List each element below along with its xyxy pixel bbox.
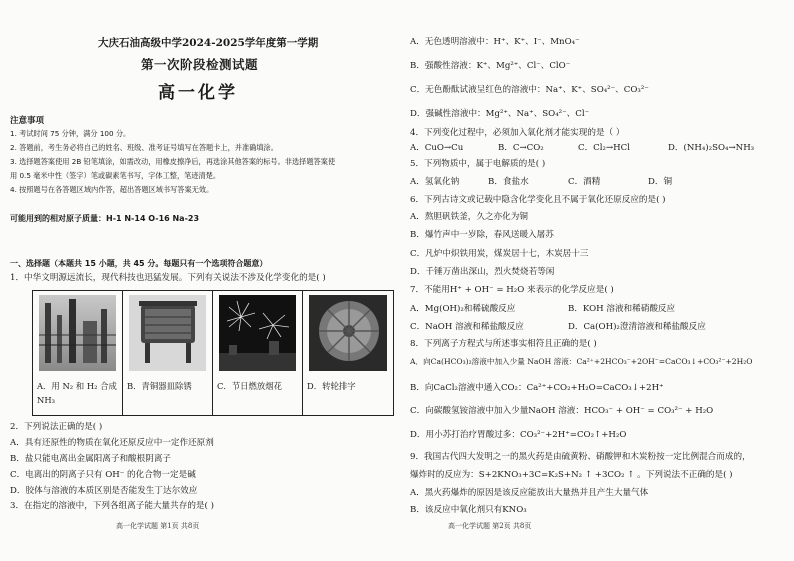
q7-option-a: A．Mg(OH)₂和稀硫酸反应 bbox=[410, 304, 516, 314]
q9-option-a: A．黑火药爆炸的原因是该反应能放出大量热并且产生大量气体 bbox=[410, 488, 649, 498]
question-7: 7．不能用H⁺ + OH⁻ = H₂O 来表示的化学反应是( ) bbox=[410, 285, 614, 295]
option-caption: B．青铜器皿除锈 bbox=[127, 381, 192, 391]
q6-option-c: C．凡炉中炽铁用炭，煤炭居十七，木炭居十三 bbox=[410, 249, 589, 259]
q2-option-c: C．电离出的阴离子只有 OH⁻ 的化合物一定是碱 bbox=[10, 470, 196, 480]
option-caption: A．用 N₂ 和 H₂ 合成 NH₃ bbox=[37, 381, 117, 405]
question-5: 5．下列物质中，属于电解质的是( ) bbox=[410, 159, 546, 169]
q7-option-d: D．Ca(OH)₂澄清溶液和稀盐酸反应 bbox=[568, 322, 706, 332]
q5-option-c: C．酒精 bbox=[568, 177, 601, 187]
q3-option-c: C．无色酚酞试液呈红色的溶液中：Na⁺、K⁺、SO₄²⁻、CO₃²⁻ bbox=[410, 85, 649, 95]
q2-option-a: A．具有还原性的物质在氧化还原反应中一定作还原剂 bbox=[10, 438, 214, 448]
q2-option-b: B．盐只能电离出金属阳离子和酸根阴离子 bbox=[10, 454, 172, 464]
question-2: 2．下列说法正确的是( ) bbox=[10, 422, 103, 432]
q3-option-d: D．强碱性溶液中：Mg²⁺、Na⁺、SO₄²⁻、Cl⁻ bbox=[410, 109, 590, 119]
fireworks-photo bbox=[219, 295, 296, 371]
q3-option-b: B．强酸性溶液：K⁺、Mg²⁺、Cl⁻、ClO⁻ bbox=[410, 61, 571, 71]
q6-option-d: D．千锤万凿出深山，烈火焚烧若等闲 bbox=[410, 267, 555, 277]
q3-option-a: A．无色透明溶液中：H⁺、K⁺、I⁻、MnO₄⁻ bbox=[410, 37, 580, 47]
question-3: 3．在指定的溶液中，下列各组离子能大量共存的是( ) bbox=[10, 501, 214, 511]
q4-option-a: A．CuO→Cu bbox=[410, 143, 464, 153]
question-4: 4．下列变化过程中，必须加入氧化剂才能实现的是（ ） bbox=[410, 128, 625, 138]
note-line: 4. 按照题号在各答题区域内作答，超出答题区域书写答案无效。 bbox=[10, 185, 214, 194]
q1-option-d bbox=[303, 291, 393, 415]
q1-option-a bbox=[33, 291, 123, 415]
q4-option-c: C．Cl₂→HCl bbox=[578, 143, 630, 153]
q4-option-b: B．C→CO₂ bbox=[498, 143, 544, 153]
page-footer: 高一化学试题 第1页 共8页 bbox=[116, 522, 200, 530]
note-line: 1. 考试时间 75 分钟，满分 100 分。 bbox=[10, 129, 131, 138]
note-line: 2. 答题前，考生务必将自己的姓名、班级、准考证号填写在答题卡上，并准确填涂。 bbox=[10, 143, 278, 152]
question-9-reaction: 爆炸时的反应为：S+2KNO₃+3C=K₂S+N₂ ↑ +3CO₂ ↑ 。下列说法不正确的是( ) bbox=[410, 470, 733, 480]
notes-heading: 注意事项 bbox=[10, 116, 45, 126]
question-6: 6．下列古诗文或记载中隐含化学变化且不属于氧化还原反应的是( ) bbox=[410, 195, 666, 205]
type-wheel-photo bbox=[309, 295, 387, 371]
page-2-column bbox=[400, 0, 794, 561]
q8-option-a: A．向Ca(HCO₃)₂溶液中加入少量 NaOH 溶液：Ca²⁺+2HCO₃⁻+2OH⁻=CaCO₃↓+CO₃²⁻+2H₂O bbox=[410, 357, 753, 366]
q1-option-c bbox=[213, 291, 303, 415]
option-caption: D．转轮排字 bbox=[307, 381, 356, 391]
bronze-vessel-photo bbox=[129, 295, 206, 371]
q5-option-d: D．铜 bbox=[648, 177, 673, 187]
q8-option-b: B．向CaCl₂溶液中通入CO₂：Ca²⁺+CO₂+H₂O=CaCO₃↓+2H⁺ bbox=[410, 383, 664, 393]
question-1: 1．中华文明源远流长，现代科技也迅猛发展。下列有关说法不涉及化学变化的是( ) bbox=[10, 273, 326, 283]
question-8: 8．下列离子方程式与所述事实相符且正确的是( ) bbox=[410, 339, 597, 349]
q5-option-a: A．氢氧化钠 bbox=[410, 177, 460, 187]
note-line: 3. 选择题答案使用 2B 铅笔填涂，如需改动，用橡皮擦净后，再选涂其他答案的标号。非选择题答案使 bbox=[10, 157, 336, 166]
exam-subject: 高一化学 bbox=[158, 83, 238, 103]
q9-option-b: B．该反应中氧化剂只有KNO₃ bbox=[410, 505, 527, 515]
chemical-plant-photo bbox=[39, 295, 116, 371]
q1-option-b bbox=[123, 291, 213, 415]
q7-option-c: C．NaOH 溶液和稀盐酸反应 bbox=[410, 322, 524, 332]
atomic-masses: 可能用到的相对原子质量：H-1 N-14 O-16 Na-23 bbox=[10, 214, 200, 223]
page-footer: 高一化学试题 第2页 共8页 bbox=[448, 522, 532, 530]
option-caption: C．节日燃放烟花 bbox=[217, 381, 283, 391]
question-9: 9．我国古代四大发明之一的黑火药是由硫黄粉、硝酸钾和木炭粉按一定比例混合而成的， bbox=[410, 452, 751, 462]
q5-option-b: B．食盐水 bbox=[488, 177, 529, 187]
q4-option-d: D．(NH₄)₂SO₄→NH₃ bbox=[668, 143, 755, 153]
q8-option-d: D．用小苏打治疗胃酸过多：CO₃²⁻+2H⁺=CO₂↑+H₂O bbox=[410, 430, 627, 440]
q8-option-c: C．向碳酸氢铵溶液中加入少量NaOH 溶液：HCO₃⁻ + OH⁻ = CO₃²⁻ + H₂O bbox=[410, 406, 714, 416]
q1-image-table bbox=[32, 290, 394, 416]
note-line: 用 0.5 毫米中性（签字）笔或碳素笔书写，字体工整，笔迹清楚。 bbox=[10, 171, 221, 180]
exam-title: 第一次阶段检测试题 bbox=[141, 57, 259, 72]
q7-option-b: B．KOH 溶液和稀硝酸反应 bbox=[568, 304, 676, 314]
school-header: 大庆石油高级中学2024-2025学年度第一学期 bbox=[98, 37, 319, 49]
section-heading: 一、选择题（本题共 15 小题，共 45 分。每题只有一个选项符合题意） bbox=[10, 259, 268, 268]
q6-option-a: A．熬胆矾铁釜，久之亦化为铜 bbox=[410, 212, 528, 222]
q2-option-d: D．胶体与溶液的本质区别是否能发生丁达尔效应 bbox=[10, 486, 198, 496]
q6-option-b: B．爆竹声中一岁除，春风送暖入屠苏 bbox=[410, 230, 554, 240]
